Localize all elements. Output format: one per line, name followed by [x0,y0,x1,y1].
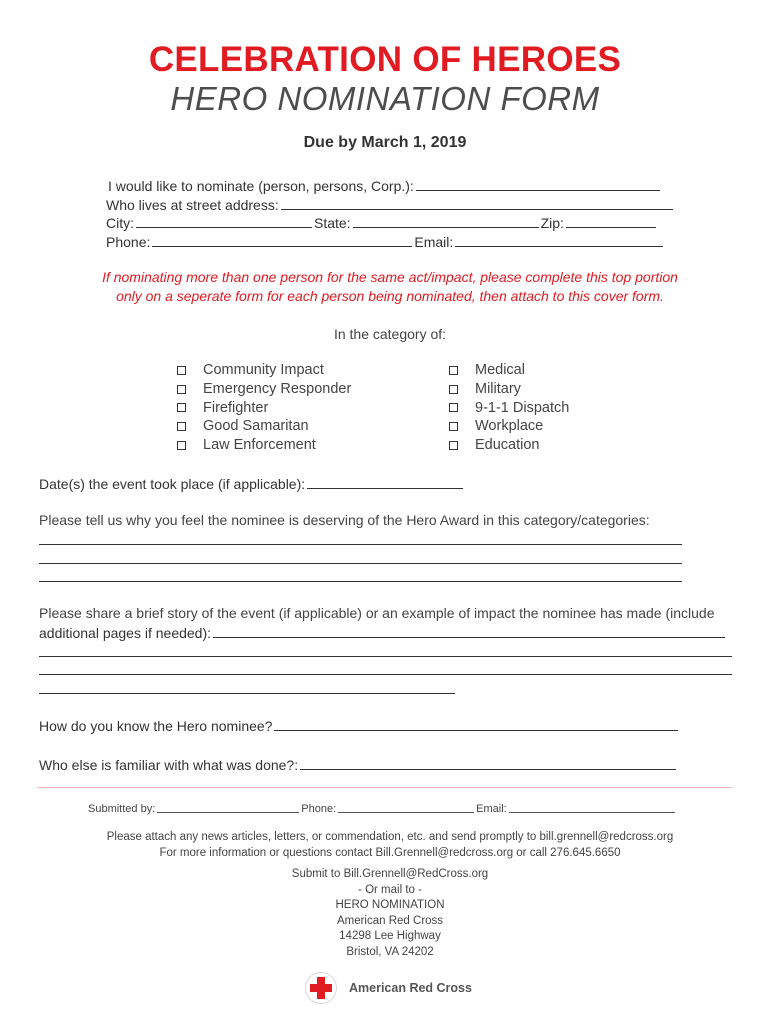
mail-street: 14298 Lee Highway [339,930,441,942]
footer-phone-field[interactable] [338,801,474,813]
section-divider [38,787,732,788]
know-label: How do you know the Hero nominee? [39,718,273,734]
know-row [39,716,680,734]
why-question: Please tell us why you feel the nominee is deserving of the Hero Award in this category/categories: [39,512,650,528]
checkbox[interactable] [177,385,186,394]
checkbox[interactable] [449,366,458,375]
zip-label: Zip: [540,215,564,231]
logo-text: American Red Cross [349,981,472,995]
why-answer-line[interactable] [39,563,682,564]
state-field[interactable] [353,213,539,228]
category-list-left [177,361,351,454]
dates-label: Date(s) the event took place (if applicable): [39,476,306,492]
email-label: Email: [414,234,454,250]
contact-info: For more information or questions contact Bill.Grennell@redcross.org or call 276.645.6650 [159,847,621,859]
story-answer-line[interactable] [39,674,732,675]
note-line-1: If nominating more than one person for the same act/impact, please complete this top portion [102,269,678,285]
category-list-right [449,361,569,454]
story-answer-line[interactable] [39,693,455,694]
red-cross-logo [305,972,472,1004]
checkbox[interactable] [177,422,186,431]
category-option[interactable]: Law Enforcement [177,436,351,455]
category-option[interactable]: Firefighter [177,398,351,417]
or-mail: - Or mail to - [358,884,422,896]
category-option[interactable]: Education [449,436,569,455]
why-answer-line[interactable] [39,581,682,582]
phone-field[interactable] [152,232,412,247]
footer-email-field[interactable] [509,801,675,813]
form-subtitle: HERO NOMINATION FORM [170,80,600,117]
category-option[interactable]: Community Impact [177,361,351,380]
checkbox[interactable] [449,422,458,431]
phone-row [106,232,665,250]
familiar-field[interactable] [300,755,676,770]
story-answer-line[interactable] [213,623,725,638]
checkbox[interactable] [177,403,186,412]
nominate-field[interactable] [416,176,660,191]
nominate-row [108,176,662,194]
submit-to: Submit to Bill.Grennell@RedCross.org [291,868,489,880]
familiar-label: Who else is familiar with what was done?: [39,757,299,773]
story-question-line-1: Please share a brief story of the event (if applicable) or an example of impact the nominee has made (include [39,605,715,621]
mail-name: HERO NOMINATION [335,899,445,911]
dates-row [39,474,465,492]
checkbox[interactable] [449,403,458,412]
mail-city: Bristol, VA 24202 [346,946,434,958]
checkbox[interactable] [449,385,458,394]
city-field[interactable] [136,213,312,228]
footer-phone-label: Phone: [301,803,337,815]
category-option[interactable]: Workplace [449,417,569,436]
submitted-row [88,801,677,815]
attach-instructions: Please attach any news articles, letters, or commendation, etc. and send promptly to bill.grennell@redcross.org [106,831,674,843]
category-option[interactable]: Medical [449,361,569,380]
why-answer-line[interactable] [39,544,682,545]
submitted-label: Submitted by: [88,803,156,815]
checkbox[interactable] [177,366,186,375]
address-label: Who lives at street address: [106,197,279,213]
address-field[interactable] [281,195,673,210]
address-row [106,195,675,213]
city-label: City: [106,215,134,231]
dates-field[interactable] [307,474,463,489]
category-option[interactable]: 9-1-1 Dispatch [449,398,569,417]
red-cross-icon [305,972,337,1004]
familiar-row [39,755,678,773]
category-option[interactable]: Emergency Responder [177,380,351,399]
category-title: In the category of: [333,326,447,342]
zip-field[interactable] [566,213,656,228]
story-answer-line[interactable] [39,656,732,657]
checkbox[interactable] [177,441,186,450]
checkbox[interactable] [449,441,458,450]
form-title: CELEBRATION OF HEROES [148,40,622,79]
category-option[interactable]: Military [449,380,569,399]
story-question-line-2: additional pages if needed): [39,625,212,641]
due-date: Due by March 1, 2019 [303,134,467,151]
footer-email-label: Email: [476,803,507,815]
nominate-label: I would like to nominate (person, persons, Corp.): [108,178,414,194]
mail-org: American Red Cross [336,915,444,927]
submitted-field[interactable] [157,801,299,813]
know-field[interactable] [274,716,678,731]
phone-label: Phone: [106,234,151,250]
note-line-2: only on a seperate form for each person being nominated, then attach to this cover form. [116,288,664,304]
city-row [106,213,658,231]
category-option[interactable]: Good Samaritan [177,417,351,436]
state-label: State: [314,215,351,231]
story-row [39,623,727,641]
email-field[interactable] [455,232,663,247]
